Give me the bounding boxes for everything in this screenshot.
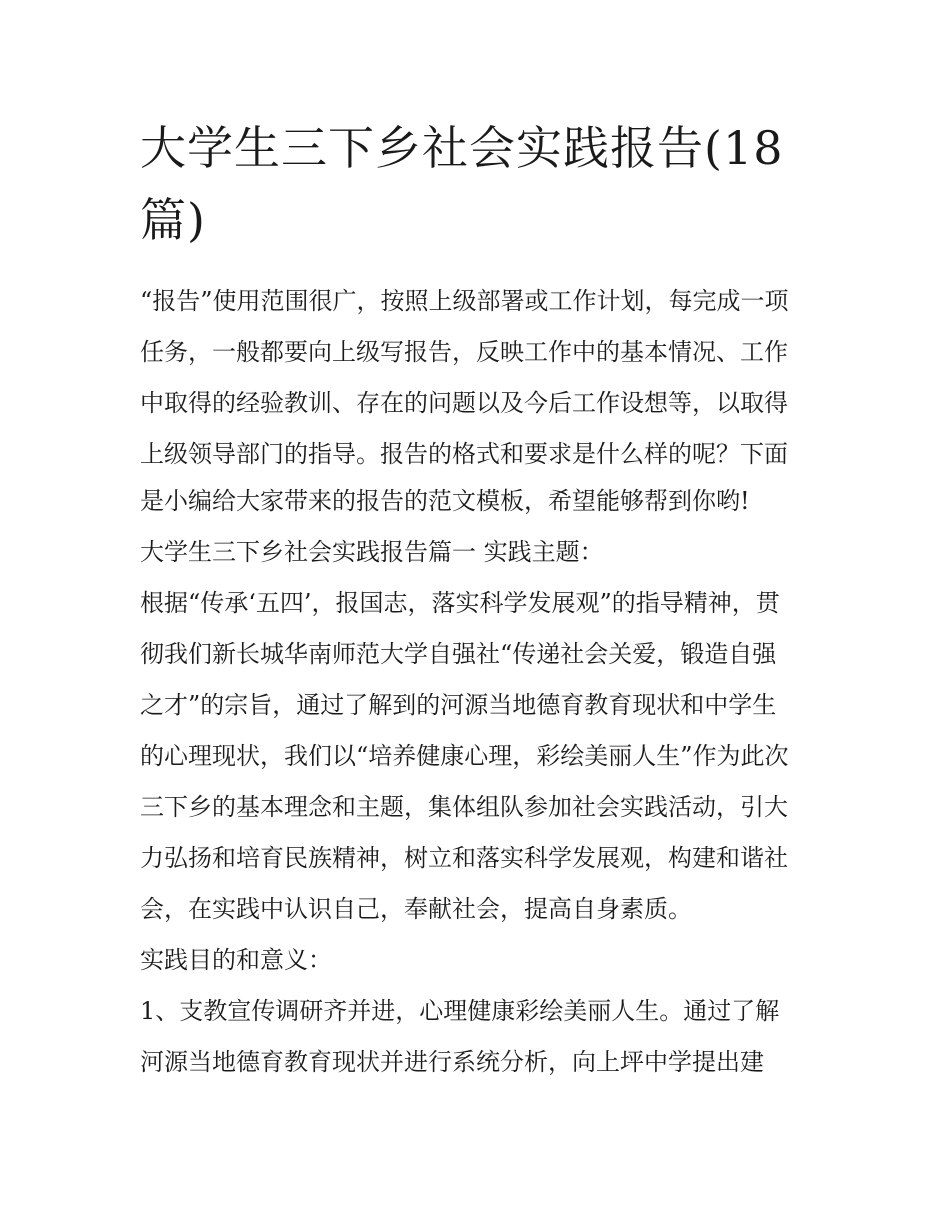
intro-line-2: 任务，一般都要向上级写报告，反映工作中的基本情况、工作 xyxy=(140,338,788,366)
theme-line-6: 力弘扬和培育民族精神，树立和落实科学发展观，构建和谐社 xyxy=(140,844,788,872)
title-line-1: 大学生三下乡社会实践报告(18 xyxy=(140,121,784,175)
theme-line-4: 的心理现状，我们以“培养健康心理，彩绘美丽人生”作为此次 xyxy=(140,742,789,770)
theme-line-5: 三下乡的基本理念和主题，集体组队参加社会实践活动，引大 xyxy=(140,793,788,821)
intro-line-5: 是小编给大家带来的报告的范文模板，希望能够帮到你哟! xyxy=(140,487,750,515)
theme-line-1: 根据“传承‘五四’，报国志，落实科学发展观”的指导精神，贯 xyxy=(140,589,780,617)
purpose-line-2: 河源当地德育教育现状并进行系统分析，向上坪中学提出建 xyxy=(140,1048,764,1076)
section-heading-2: 实践目的和意义： xyxy=(140,946,332,974)
theme-line-2: 彻我们新长城华南师范大学自强社“传递社会关爱，锻造自强 xyxy=(140,640,777,668)
theme-line-3: 之才”的宗旨，通过了解到的河源当地德育教育现状和中学生 xyxy=(140,691,777,719)
purpose-line-1: 1、支教宣传调研齐并进，心理健康彩绘美丽人生。通过了解 xyxy=(140,997,780,1025)
theme-line-7: 会，在实践中认识自己，奉献社会，提高自身素质。 xyxy=(140,895,692,923)
title-line-2: 篇) xyxy=(140,193,206,247)
section-heading-1: 大学生三下乡社会实践报告篇一 实践主题： xyxy=(140,538,604,566)
intro-line-1: “报告”使用范围很广，按照上级部署或工作计划，每完成一项 xyxy=(140,287,789,315)
document-title xyxy=(140,112,830,256)
intro-line-3: 中取得的经验教训、存在的问题以及今后工作设想等，以取得 xyxy=(140,389,788,417)
intro-line-4: 上级领导部门的指导。报告的格式和要求是什么样的呢？下面 xyxy=(140,440,788,468)
